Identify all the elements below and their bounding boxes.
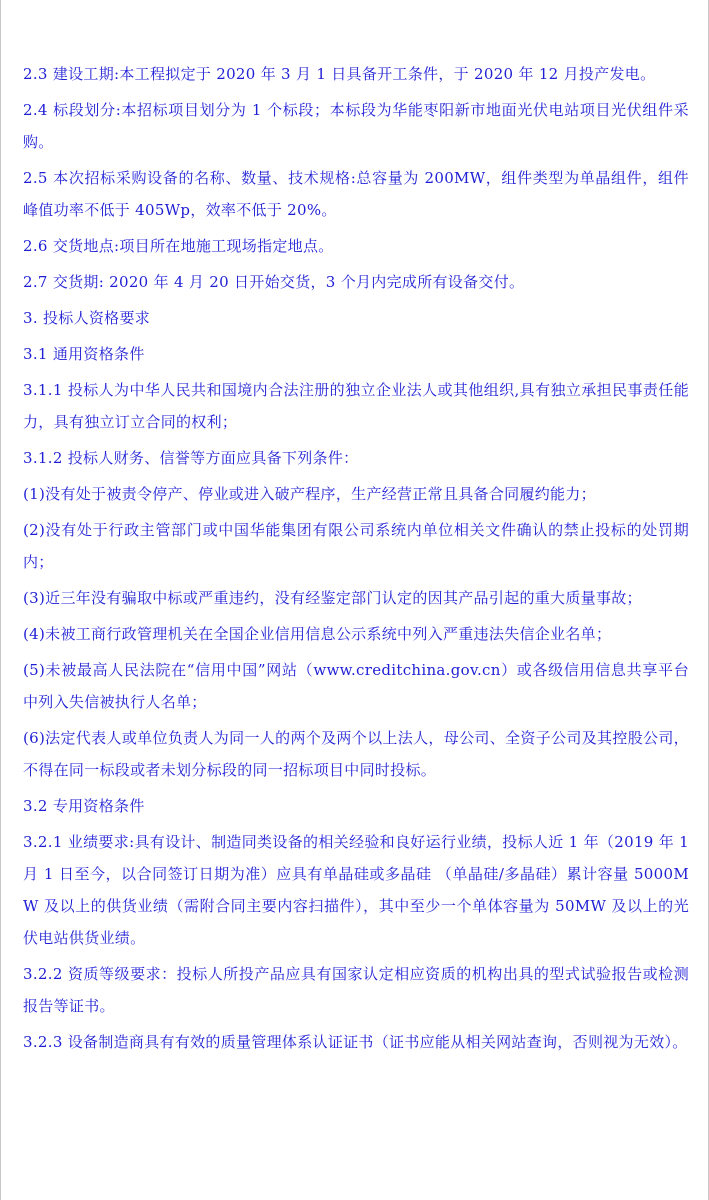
condition-4: (4)未被工商行政管理机关在全国企业信用信息公示系统中列入严重违法失信企业名单； [23, 625, 612, 643]
clause-3-2-1-performance: 3.2.1 业绩要求:具有设计、制造同类设备的相关经验和良好运行业绩，投标人近 1 年（2019 年 1 月 1 日至今，以合同签订日期为准）应具有单晶硅或多晶硅 （单晶硅/多晶硅）累计容量 5000MW 及以上的供货业绩（需附合同主要内容扫描件），其中至少一个单体容量为 50MW 及以上的光伏电站供货业绩。 [23, 833, 689, 947]
section-3-1-heading: 3.1 通用资格条件 [23, 345, 145, 363]
clause-2-5-equipment-spec: 2.5 本次招标采购设备的名称、数量、技术规格:总容量为 200MW，组件类型为单晶组件，组件峰值功率不低于 405Wp，效率不低于 20%。 [23, 169, 689, 219]
condition-3: (3)近三年没有骗取中标或严重违约，没有经鉴定部门认定的因其产品引起的重大质量事故； [23, 589, 642, 607]
clause-2-7-delivery-period: 2.7 交货期: 2020 年 4 月 20 日开始交货，3 个月内完成所有设备交付。 [23, 273, 525, 291]
section-3-heading: 3. 投标人资格要求 [23, 309, 151, 327]
condition-2: (2)没有处于行政主管部门或中国华能集团有限公司系统内单位相关文件确认的禁止投标的处罚期内； [23, 521, 689, 571]
clause-3-2-2-qualification: 3.2.2 资质等级要求：投标人所投产品应具有国家认定相应资质的机构出具的型式试验报告或检测报告等证书。 [23, 965, 689, 1015]
section-3-2-heading: 3.2 专用资格条件 [23, 797, 145, 815]
condition-1: (1)没有处于被责令停产、停业或进入破产程序，生产经营正常且具备合同履约能力； [23, 485, 596, 503]
clause-2-4-lot-division: 2.4 标段划分:本招标项目划分为 1 个标段；本标段为华能枣阳新市地面光伏电站项目光伏组件采购。 [23, 101, 689, 151]
clause-2-3-construction-period: 2.3 建设工期:本工程拟定于 2020 年 3 月 1 日具备开工条件，于 2020 年 12 月投产发电。 [23, 65, 656, 83]
clause-3-2-3-certification: 3.2.3 设备制造商具有有效的质量管理体系认证证书（证书应能从相关网站查询，否则视为无效）。 [23, 1033, 688, 1051]
document-body [23, 58, 689, 1062]
condition-5: (5)未被最高人民法院在“信用中国”网站（www.creditchina.gov.cn）或各级信用信息共享平台中列入失信被执行人名单； [23, 661, 689, 711]
condition-6: (6)法定代表人或单位负责人为同一人的两个及两个以上法人，母公司、全资子公司及其控股公司，不得在同一标段或者未划分标段的同一招标项目中同时投标。 [23, 729, 689, 779]
clause-2-6-delivery-location: 2.6 交货地点:项目所在地施工现场指定地点。 [23, 237, 334, 255]
clause-3-1-1: 3.1.1 投标人为中华人民共和国境内合法注册的独立企业法人或其他组织,具有独立承担民事责任能力，具有独立订立合同的权利； [23, 381, 689, 431]
clause-3-1-2: 3.1.2 投标人财务、信誉等方面应具备下列条件： [23, 449, 359, 467]
